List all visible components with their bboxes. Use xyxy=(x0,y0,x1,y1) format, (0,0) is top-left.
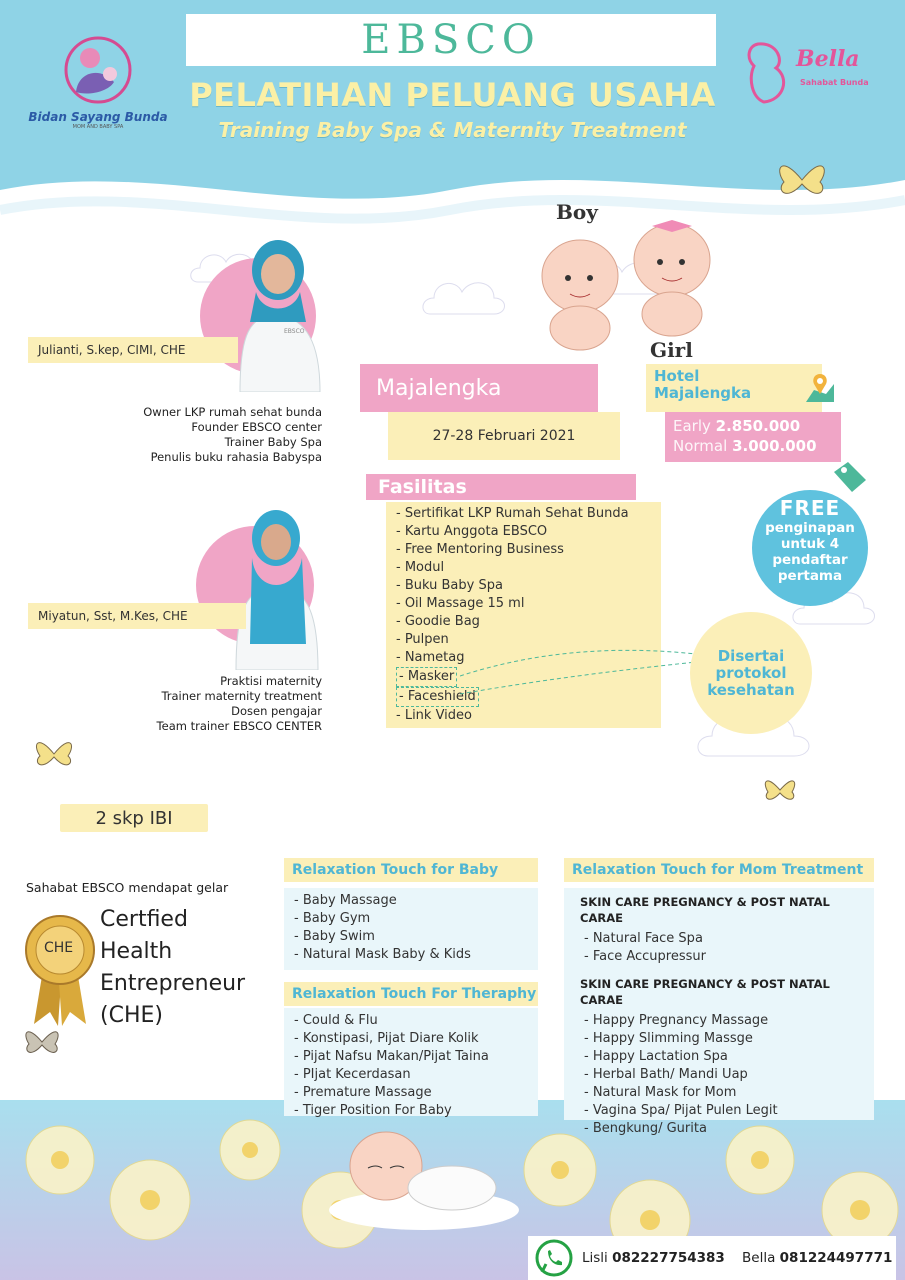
logo-right-name: Bella xyxy=(796,46,860,72)
list-item: - Natural Mask Baby & Kids xyxy=(294,947,471,962)
facilities-title: Fasilitas xyxy=(366,474,636,500)
trainer2-name: Miyatun, Sst, M.Kes, CHE xyxy=(28,603,246,629)
trainer2-role: Dosen pengajar xyxy=(231,704,322,718)
protocol-line: Disertai xyxy=(717,646,785,665)
trainer2-role: Team trainer EBSCO CENTER xyxy=(156,719,322,733)
trainer2-role: Trainer maternity treatment xyxy=(161,689,322,703)
therapy-panel-title: Relaxation Touch For Theraphy xyxy=(284,982,538,1006)
trainer1-role: Founder EBSCO center xyxy=(191,420,322,434)
list-item: - Kartu Anggota EBSCO xyxy=(396,524,548,539)
list-item: - Sertifikat LKP Rumah Sehat Bunda xyxy=(396,506,629,521)
contact1-phone[interactable]: 082227754383 xyxy=(612,1250,725,1266)
trainer1-photo xyxy=(210,222,340,392)
butterfly-icon xyxy=(760,770,800,810)
boy-label: Boy xyxy=(556,200,598,224)
free-line: untuk 4 xyxy=(780,536,840,552)
che-medal-label: CHE xyxy=(44,940,74,956)
contact-bar xyxy=(528,1236,896,1280)
cert-line: Health xyxy=(100,939,173,964)
free-line: penginapan xyxy=(765,520,855,536)
cert-line: Certfied xyxy=(100,907,188,932)
list-item-masker: - Masker xyxy=(396,667,457,687)
mom-group-title: SKIN CARE PREGNANCY & POST NATAL CARAE xyxy=(580,895,830,925)
free-line: pendaftar xyxy=(772,552,848,568)
list-item: - Buku Baby Spa xyxy=(396,578,503,593)
list-item-faceshield: - Faceshield xyxy=(396,687,479,707)
baby-panel xyxy=(284,888,538,970)
list-item: - Herbal Bath/ Mandi Uap xyxy=(584,1067,748,1082)
pregnant-mother-logo-icon xyxy=(738,38,794,108)
list-item: - Konstipasi, Pijat Diare Kolik xyxy=(294,1031,479,1046)
baby-panel-title: Relaxation Touch for Baby xyxy=(284,858,538,882)
therapy-panel xyxy=(284,1008,538,1116)
list-item: - Vagina Spa/ Pijat Pulen Legit xyxy=(584,1103,778,1118)
contact2-name: Bella xyxy=(742,1250,776,1266)
skp-badge: 2 skp IBI xyxy=(60,804,208,832)
list-item: - Natural Mask for Mom xyxy=(584,1085,737,1100)
list-item: - Oil Massage 15 ml xyxy=(396,596,525,611)
whatsapp-icon xyxy=(534,1238,574,1278)
map-pin-icon xyxy=(804,372,836,404)
list-item: - Baby Gym xyxy=(294,911,371,926)
list-item: - Goodie Bag xyxy=(396,614,480,629)
trainer1-role: Penulis buku rahasia Babyspa xyxy=(150,450,322,464)
list-item: - Pulpen xyxy=(396,632,449,647)
list-item: - Tiger Position For Baby xyxy=(294,1103,452,1118)
list-item: - Free Mentoring Business xyxy=(396,542,564,557)
list-item: - Happy Lactation Spa xyxy=(584,1049,728,1064)
contact1-name: Lisli xyxy=(582,1250,608,1266)
price-tag-icon xyxy=(830,460,870,494)
early-label: Early xyxy=(673,417,711,435)
protocol-line: kesehatan xyxy=(707,680,795,699)
protocol-line: protokol xyxy=(715,663,787,682)
list-item: - Face Accupressur xyxy=(584,949,706,964)
list-item: - Happy Pregnancy Massage xyxy=(584,1013,769,1028)
trainer1-role: Owner LKP rumah sehat bunda xyxy=(143,405,322,419)
trainer2-roles xyxy=(110,674,322,734)
contact2-phone[interactable]: 081224497771 xyxy=(779,1250,893,1266)
brand-name: EBSCO xyxy=(361,17,541,63)
event-hotel xyxy=(646,364,822,412)
trainer1-name: Julianti, S.kep, CIMI, CHE xyxy=(28,337,238,363)
list-item: - Happy Slimming Massge xyxy=(584,1031,753,1046)
sleeping-baby-illustration xyxy=(324,1110,524,1230)
trainer2-role: Praktisi maternity xyxy=(220,674,322,688)
list-item: - Nametag xyxy=(396,650,465,665)
baby-twins-illustration xyxy=(520,206,720,356)
list-item: - PIjat Kecerdasan xyxy=(294,1067,411,1082)
dashed-connector xyxy=(460,640,700,700)
cert-line: Entrepreneur xyxy=(100,971,246,996)
list-item: - Natural Face Spa xyxy=(584,931,703,946)
certification-intro: Sahabat EBSCO mendapat gelar xyxy=(26,880,229,895)
mom-panel xyxy=(564,888,874,1136)
mom-panel-title: Relaxation Touch for Mom Treatment xyxy=(564,858,874,882)
cert-line: (CHE) xyxy=(100,1003,163,1028)
hotel-name: Hotel Majalengka xyxy=(654,367,752,402)
trainer1-roles xyxy=(110,405,322,465)
list-item: - Link Video xyxy=(396,708,473,723)
price-box xyxy=(665,412,841,462)
trainer1-coat-logo: EBSCO xyxy=(284,328,305,335)
list-item: - Baby Massage xyxy=(294,893,397,908)
trainer1-role: Trainer Baby Spa xyxy=(224,435,322,449)
mom-group-title: SKIN CARE PREGNANCY & POST NATAL CARAE xyxy=(580,977,830,1007)
list-item: - Pijat Nafsu Makan/Pijat Taina xyxy=(294,1049,489,1064)
health-protocol-badge xyxy=(690,612,812,734)
normal-label: Normal xyxy=(673,437,728,455)
early-price: 2.850.000 xyxy=(715,417,801,435)
logo-left-sub: MOM AND BABY SPA xyxy=(72,124,124,130)
che-medal-icon xyxy=(22,904,98,1028)
free-title: FREE xyxy=(779,496,841,520)
butterfly-icon xyxy=(30,730,78,778)
free-lodging-badge xyxy=(752,490,868,606)
trainer2-photo xyxy=(212,494,342,670)
butterfly-icon xyxy=(772,150,832,210)
logo-right-sub: Sahabat Bunda xyxy=(800,78,869,87)
page-title: PELATIHAN PELUANG USAHA xyxy=(189,76,716,114)
page-subtitle: Training Baby Spa & Maternity Treatment xyxy=(218,118,687,142)
list-item: - Premature Massage xyxy=(294,1085,432,1100)
logo-bella xyxy=(738,38,888,108)
event-date: 27-28 Februari 2021 xyxy=(388,412,620,460)
logo-left-name: Bidan Sayang Bunda xyxy=(28,110,168,124)
free-line: pertama xyxy=(777,568,843,584)
certification-title xyxy=(100,904,245,1032)
event-city: Majalengka xyxy=(360,364,598,412)
cloud-icon xyxy=(420,270,510,318)
normal-price: 3.000.000 xyxy=(732,437,817,455)
list-item: - Could & Flu xyxy=(294,1013,378,1028)
brand-box xyxy=(186,14,716,66)
list-item: - Bengkung/ Gurita xyxy=(584,1121,707,1136)
list-item: - Baby Swim xyxy=(294,929,375,944)
list-item: - Modul xyxy=(396,560,445,575)
girl-label: Girl xyxy=(650,338,693,362)
